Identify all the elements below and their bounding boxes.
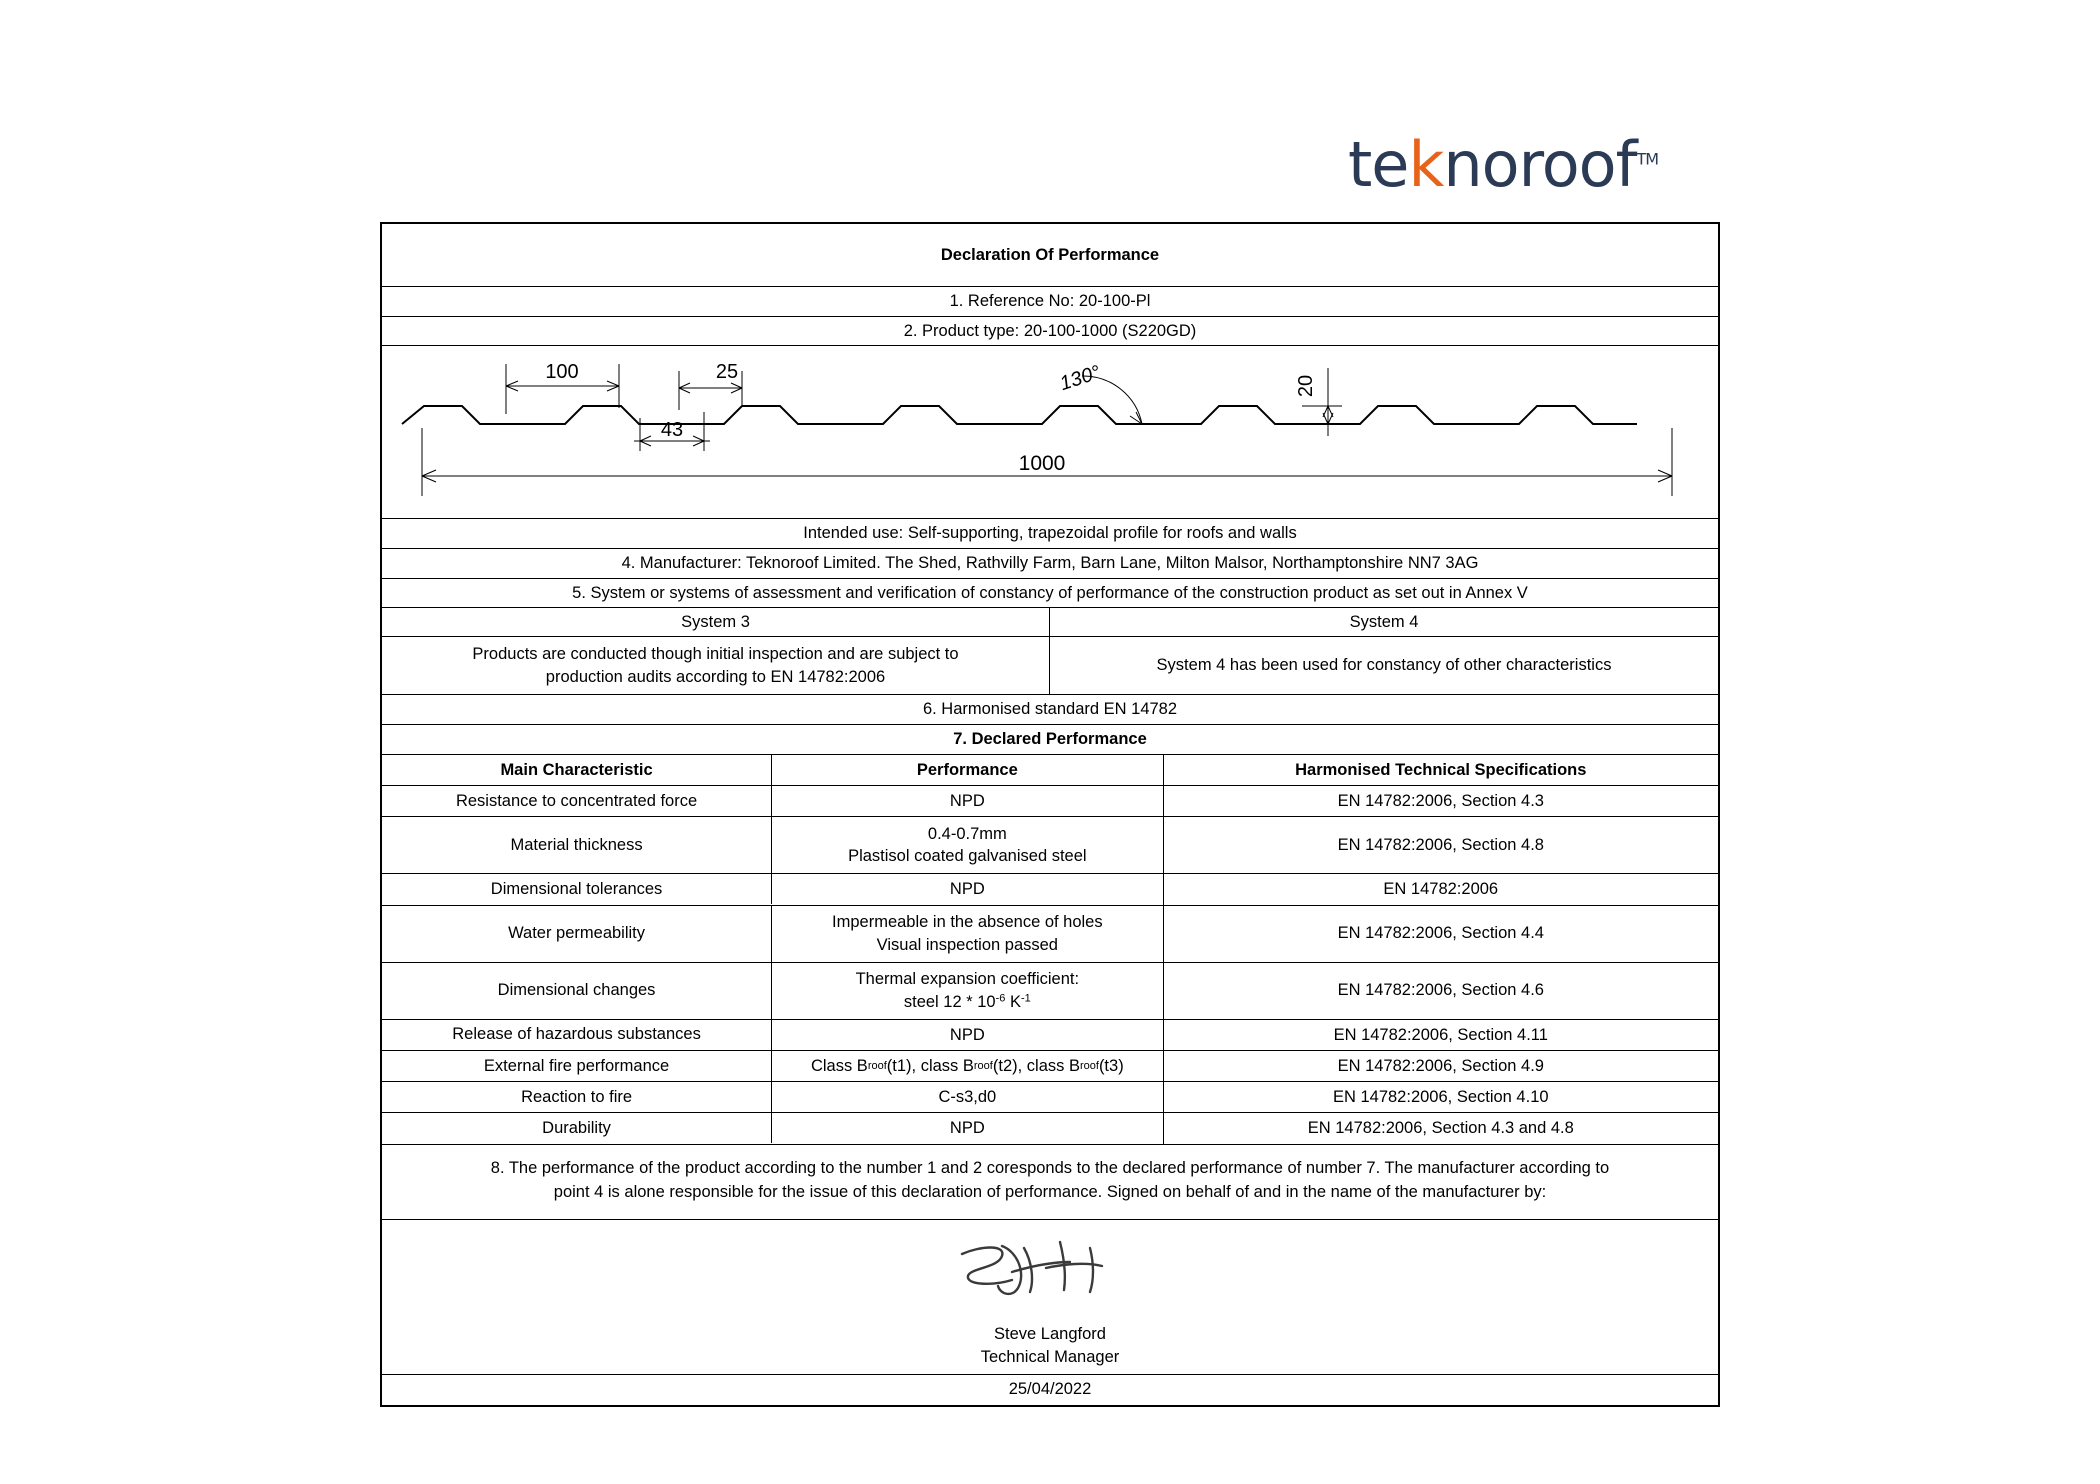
column-header-specification: Harmonised Technical Specifications — [1295, 760, 1587, 779]
row-characteristic: Material thickness — [382, 817, 772, 873]
harmonised-standard-row — [382, 695, 1718, 725]
row-performance-line2: Plastisol coated galvanised steel — [848, 847, 1087, 866]
table-row — [382, 1082, 1718, 1113]
row-performance-line1: 0.4-0.7mm — [927, 825, 1007, 844]
column-header-performance: Performance — [772, 755, 1163, 785]
dim-43-label: 43 — [660, 419, 684, 441]
system3-text-line2: production audits according to EN 14782:2006 — [545, 667, 886, 686]
logo-text-part2: noroof — [1443, 128, 1637, 201]
dim-angle-label: 130° — [1057, 361, 1104, 396]
declared-performance-title: 7. Declared Performance — [953, 730, 1147, 749]
statement-line1: 8. The performance of the product according to the number 1 and 2 coresponds to the declared performance of number 7. The manufacturer according to — [490, 1158, 1610, 1177]
product-type-row — [382, 316, 1718, 346]
row-characteristic: Dimensional tolerances — [382, 874, 772, 904]
performance-table-header — [382, 755, 1718, 786]
row-performance — [772, 906, 1163, 962]
system3-header: System 3 — [382, 608, 1050, 636]
declared-performance-title-row — [382, 725, 1718, 755]
signature-icon — [940, 1228, 1160, 1308]
logo-text-part1: te — [1348, 128, 1409, 201]
row-performance-line1: Thermal expansion coefficient: — [855, 970, 1080, 989]
date-row — [382, 1375, 1718, 1405]
table-row — [382, 1051, 1718, 1082]
statement-line2: point 4 is alone responsible for the issue of this declaration of performance. Signed on behalf of and in the name of the manufacturer by: — [553, 1182, 1547, 1201]
logo-trademark: TM — [1636, 149, 1659, 169]
row-performance: C-s3,d0 — [772, 1082, 1163, 1112]
page-title: Declaration Of Performance — [940, 245, 1160, 264]
row-performance — [772, 817, 1163, 873]
row-performance: NPD — [772, 1020, 1163, 1050]
table-row — [382, 817, 1718, 874]
system-bodies-row — [382, 636, 1718, 695]
table-row — [382, 1020, 1718, 1051]
row-performance-line2: steel $12 * 10^{-6}$ $K^{-1}$ — [903, 992, 1031, 1011]
intended-use: Intended use: Self-supporting, trapezoidal profile for roofs and walls — [803, 524, 1297, 543]
row-performance: Class B roof (t1), class B roof (t2), class B roof (t3) — [772, 1051, 1163, 1081]
dim-25-label: 25 — [715, 361, 739, 383]
manufacturer-row — [382, 548, 1718, 578]
intended-use-row — [382, 518, 1718, 548]
document-title-row — [382, 224, 1718, 286]
row-specification: EN 14782:2006, Section 4.6 — [1337, 981, 1544, 1000]
dim-100-label: 100 — [545, 361, 579, 383]
product-type: 2. Product type: 20-100-1000 (S220GD) — [903, 321, 1197, 340]
row-characteristic: Reaction to fire — [382, 1082, 772, 1112]
system4-header: System 4 — [1349, 613, 1419, 631]
table-row — [382, 906, 1718, 963]
row-specification: EN 14782:2006, Section 4.4 — [1337, 924, 1544, 943]
signature-date: 25/04/2022 — [1008, 1380, 1092, 1399]
system-headers-row — [382, 608, 1718, 636]
signatory-name: Steve Langford — [994, 1325, 1106, 1344]
reference-row — [382, 286, 1718, 316]
row-characteristic: Durability — [382, 1113, 772, 1143]
row-performance-line2: Visual inspection passed — [876, 935, 1058, 954]
system-assessment-title-row — [382, 578, 1718, 608]
row-specification: EN 14782:2006, Section 4.8 — [1337, 836, 1544, 855]
row-specification: EN 14782:2006, Section 4.9 — [1337, 1056, 1544, 1075]
declaration-of-performance-document — [380, 222, 1720, 1407]
signatory-role: Technical Manager — [980, 1348, 1120, 1367]
row-specification: EN 14782:2006 — [1383, 880, 1499, 899]
row-characteristic: Release of hazardous substances — [382, 1020, 772, 1050]
logo-text-k: k — [1408, 128, 1444, 201]
table-row — [382, 1113, 1718, 1144]
row-performance: NPD — [772, 1113, 1163, 1143]
row-performance-line1: Impermeable in the absence of holes — [832, 913, 1103, 932]
row-specification: EN 14782:2006, Section 4.10 — [1332, 1088, 1549, 1107]
row-specification: EN 14782:2006, Section 4.3 and 4.8 — [1307, 1119, 1574, 1138]
row-specification: EN 14782:2006, Section 4.11 — [1333, 1025, 1548, 1044]
statement-paragraph — [382, 1145, 1718, 1220]
system4-text: System 4 has been used for constancy of other characteristics — [1156, 656, 1612, 675]
dim-20-label: 20 — [1295, 374, 1317, 398]
row-performance — [772, 963, 1163, 1019]
table-row — [382, 786, 1718, 817]
row-performance: NPD — [772, 874, 1163, 904]
row-characteristic: Water permeability — [382, 906, 772, 962]
row-specification: EN 14782:2006, Section 4.3 — [1337, 792, 1544, 811]
manufacturer: 4. Manufacturer: Teknoroof Limited. The Shed, Rathvilly Farm, Barn Lane, Milton Malsor, Northamptonshire NN7 3AG — [621, 554, 1479, 573]
table-row — [382, 874, 1718, 905]
system3-text-line1: Products are conducted though initial inspection and are subject to — [472, 645, 959, 664]
teknoroof-logo — [1348, 128, 1748, 200]
row-characteristic: External fire performance — [382, 1051, 772, 1081]
system3-text — [382, 637, 1050, 694]
row-performance: NPD — [772, 786, 1163, 816]
profile-drawing — [382, 346, 1718, 518]
table-row — [382, 963, 1718, 1020]
trapezoidal-profile-svg — [382, 346, 1718, 518]
column-header-characteristic: Main Characteristic — [382, 755, 772, 785]
signature-block — [382, 1220, 1718, 1375]
row-characteristic: Dimensional changes — [382, 963, 772, 1019]
system-assessment-title: 5. System or systems of assessment and verification of constancy of performance of the construction product as set out in Annex V — [572, 583, 1528, 602]
dim-1000-label: 1000 — [1018, 452, 1066, 475]
harmonised-standard: 6. Harmonised standard EN 14782 — [922, 700, 1178, 719]
row-characteristic: Resistance to concentrated force — [382, 786, 772, 816]
reference-number: 1. Reference No: 20-100-Pl — [949, 292, 1151, 311]
